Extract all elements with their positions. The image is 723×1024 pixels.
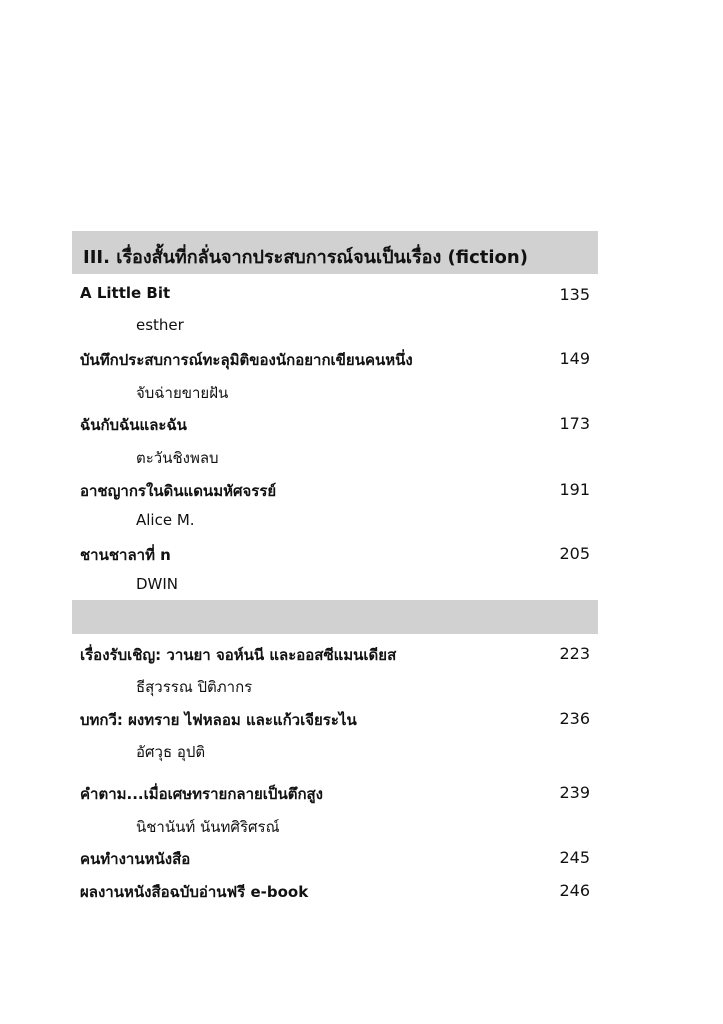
toc-entry-author-row <box>80 815 590 839</box>
toc-entry-title-row[interactable] <box>80 348 590 372</box>
toc-entry-title: คำตาม...เมื่อเศษทรายกลายเป็นตึกสูง <box>80 785 324 803</box>
toc-entry-author: DWIN <box>136 575 179 593</box>
toc-entry-author-row <box>80 511 590 535</box>
toc-entry-title-row[interactable] <box>80 708 590 732</box>
toc-entry-title: เรื่องรับเชิญ: วานยา จอห์นนี และออสซีแมนเดียส <box>80 646 397 664</box>
toc-entry-title-row[interactable] <box>80 847 590 871</box>
toc-entry-title: บันทึกประสบการณ์ทะลุมิติของนักอยากเขียนคนหนึ่ง <box>80 351 413 369</box>
section-heading: III. เรื่องสั้นที่กลั่นจากประสบการณ์จนเป็นเรื่อง (fiction) <box>83 247 528 268</box>
toc-entry-author: นิชานันท์ นันทศิริศรณ์ <box>136 818 280 836</box>
toc-entry-author: ธีสุวรรณ ปิติภากร <box>136 678 253 696</box>
toc-entry-title-row[interactable] <box>80 782 590 806</box>
toc-entry-page: 205 <box>559 544 590 563</box>
toc-entry-author: จับฉ่ายขายฝัน <box>136 384 229 402</box>
toc-entry-title-row[interactable] <box>80 880 590 904</box>
toc-entry-title-row[interactable] <box>80 284 590 308</box>
toc-entry-page: 236 <box>559 709 590 728</box>
toc-entry-page: 191 <box>559 480 590 499</box>
toc-entry-title-row[interactable] <box>80 543 590 567</box>
toc-entry-page: 239 <box>559 783 590 802</box>
toc-entry-title: ชานชาลาที่ n <box>80 546 171 564</box>
toc-entry-author-row <box>80 675 590 699</box>
toc-entry-author-row <box>80 316 590 340</box>
toc-entry-author: Alice M. <box>136 511 195 529</box>
toc-entry-author: ตะวันชิงพลบ <box>136 449 219 467</box>
toc-entry-title: ฉันกับฉันและฉัน <box>80 416 187 434</box>
toc-entry-title-row[interactable] <box>80 413 590 437</box>
toc-entry-title: บทกวี: ผงทราย ไฟหลอม และแก้วเจียระไน <box>80 711 357 729</box>
toc-entry-page: 223 <box>559 644 590 663</box>
toc-entry-author-row <box>80 381 590 405</box>
toc-entry-page: 135 <box>559 285 590 304</box>
toc-entry-page: 246 <box>559 881 590 900</box>
toc-entry-title: A Little Bit <box>80 284 171 302</box>
section-heading-band <box>72 231 598 274</box>
toc-entry-title: คนทำงานหนังสือ <box>80 850 191 868</box>
toc-entry-title-row[interactable] <box>80 643 590 667</box>
section-divider-band <box>72 600 598 634</box>
toc-entry-title: อาชญากรในดินแดนมหัศจรรย์ <box>80 482 277 500</box>
toc-entry-author-row <box>80 446 590 470</box>
toc-entry-title-row[interactable] <box>80 479 590 503</box>
toc-entry-page: 149 <box>559 349 590 368</box>
toc-entry-title: ผลงานหนังสือฉบับอ่านฟรี e-book <box>80 883 309 901</box>
toc-entry-page: 245 <box>559 848 590 867</box>
toc-entry-page: 173 <box>559 414 590 433</box>
toc-entry-author: esther <box>136 316 184 334</box>
toc-entry-author-row <box>80 740 590 764</box>
toc-entry-author-row <box>80 575 590 599</box>
toc-entry-author: อัศวุธ อุปติ <box>136 743 206 761</box>
